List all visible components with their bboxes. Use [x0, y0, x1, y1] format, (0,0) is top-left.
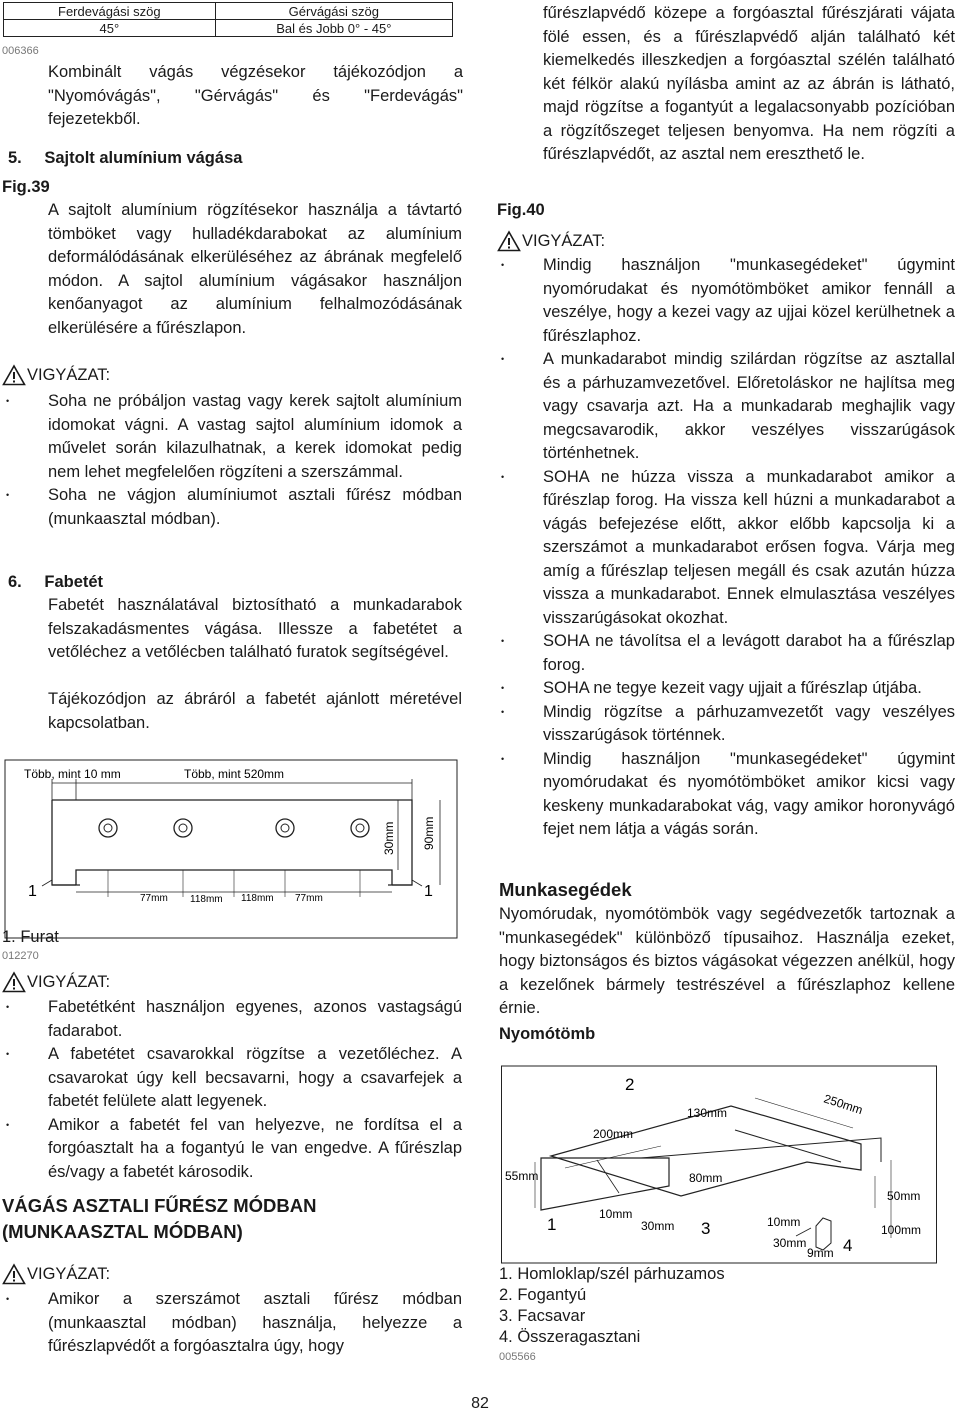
- warning-triangle-icon: [497, 230, 521, 252]
- munkasegedek-heading: Munkasegédek: [499, 879, 632, 900]
- angle-table: [3, 2, 453, 37]
- warning-2-list: [2, 996, 462, 1184]
- label-10mm-b: 10mm: [767, 1215, 801, 1229]
- hole-2: [174, 819, 192, 837]
- label-200mm: 200mm: [593, 1127, 634, 1141]
- list-item: • Mindig használjon "munkasegédeket" úgymint nyomórudakat és nyomótömböket amikor kicsi vagy keskeny munkadarabokat vág, vagy amikor horonyvágó fejet nem látja a vágás során.: [497, 748, 955, 842]
- warning-4-list: [497, 254, 955, 842]
- section6-title: Fabetét: [44, 573, 104, 591]
- list-item: • A munkadarabot mindig szilárdan rögzítse az asztallal és a párhuzamvezetővel. Előretoláskor ne hajlítsa meg vagy csavarja azt. Ha a munkadarab meghajlik vagy megcsavarodik, akkor veszélyes visszarúgások történhetnek.: [497, 348, 955, 466]
- warning-3-list: [2, 1288, 462, 1359]
- code-005566: 005566: [499, 1351, 536, 1363]
- list-item: • Amikor a szerszámot asztali fűrész módban (munkaasztal módban) használja, helyezze a fűrészlapvédőt a forgóasztalra úgy, hogy: [2, 1288, 462, 1359]
- label-callout-1-left: 1: [28, 883, 37, 900]
- list-item: • Mindig rögzítse a párhuzamvezetőt vagy veszélyes visszarúgások történnek.: [497, 701, 955, 748]
- label-100mm: 100mm: [881, 1223, 922, 1237]
- warning-2-label: VIGYÁZAT:: [27, 973, 111, 991]
- list-item: • SOHA ne távolítsa el a levágott darabot ha a fűrészlap forog.: [497, 630, 955, 677]
- push-block-legend: [499, 1264, 725, 1348]
- legend-item: 2. Fogantyú: [499, 1286, 587, 1304]
- label-30mm: 30mm: [382, 821, 396, 855]
- label-80mm: 80mm: [689, 1171, 723, 1185]
- hole-3: [276, 819, 294, 837]
- label-130mm: 130mm: [687, 1106, 728, 1120]
- label-90mm: 90mm: [422, 816, 436, 850]
- label-55mm: 55mm: [505, 1169, 539, 1183]
- warning-2: [2, 970, 110, 994]
- combo-text: Kombinált vágás végzésekor tájékozódjon a "Nyomóvágás", "Gérvágás" és "Ferdevágás" fejezetekből.: [48, 63, 463, 128]
- push-block-diagram: [501, 1058, 937, 1264]
- nyomotomb-heading: Nyomótömb: [499, 1025, 596, 1043]
- label-9mm: 9mm: [807, 1246, 834, 1260]
- label-77mm-right: 77mm: [295, 893, 323, 904]
- section6-text-2: Tájékozódjon az ábráról a fabetét ajánlott méretével kapcsolatban.: [48, 690, 462, 732]
- label-10mm-a: 10mm: [599, 1207, 633, 1221]
- page-number: 82: [471, 1395, 489, 1412]
- label-more-520mm: Több, mint 520mm: [184, 767, 285, 781]
- angle-header-bevel: Ferdevágási szög: [4, 3, 216, 20]
- section6-number: 6.: [8, 573, 22, 591]
- legend-item: 4. Összeragasztani: [499, 1328, 641, 1346]
- label-callout-2: 2: [625, 1075, 635, 1094]
- label-77mm-left: 77mm: [140, 893, 168, 904]
- furat-label: 1. Furat: [2, 928, 59, 946]
- label-callout-4: 4: [843, 1236, 853, 1255]
- list-item: • Mindig használjon "munkasegédeket" úgymint nyomórudakat és nyomótömböket amikor fennáll a veszélye, hogy a kezei vagy az ujjai közel kerülhetnek a fűrészlaphoz.: [497, 254, 955, 348]
- section5-title: Sajtolt alumínium vágása: [44, 149, 243, 167]
- label-118mm-left: 118mm: [190, 894, 223, 905]
- warning-3-label: VIGYÁZAT:: [27, 1265, 111, 1283]
- code-006366: 006366: [2, 45, 39, 57]
- section6-heading: [8, 570, 103, 594]
- warning-4: [497, 229, 605, 253]
- section5-number: 5.: [8, 149, 22, 167]
- angle-header-miter: Gérvágási szög: [215, 3, 452, 20]
- list-item: • Amikor a fabetét fel van helyezve, ne fordítsa el a forgóasztalt ha a fogantyú le van engedve. A fűrészlap és/vagy a fabetét károsodik.: [2, 1114, 462, 1185]
- section5-heading: [8, 146, 242, 170]
- table-saw-mode-title: VÁGÁS ASZTALI FŰRÉSZ MÓDBAN (MUNKAASZTAL MÓDBAN): [2, 1195, 317, 1242]
- list-item: • Fabetétként használjon egyenes, azonos vastagságú fadarabot.: [2, 996, 462, 1043]
- warning-triangle-icon: [2, 1263, 26, 1285]
- label-callout-3: 3: [701, 1219, 711, 1238]
- warning-triangle-icon: [2, 364, 26, 386]
- code-012270: 012270: [2, 950, 39, 962]
- list-item: • SOHA ne húzza vissza a munkadarabot amikor a fűrészlap forog. Ha vissza kell húzni a munkadarabot a vágás befejezése előtt, akkor előbb kapcsolja ki a szerszámot a munkadarabot erősen fogva. Várja meg amíg a fűrészlap teljesen megáll és csak azután húzza vissza a munkadarabot. Ennek elmulasztása veszélyes visszarúgásokat okozhat.: [497, 466, 955, 631]
- legend-item: 1. Homloklap/szél párhuzamos: [499, 1265, 725, 1283]
- list-item: • A fabetétet csavarokkal rögzítse a vezetőléchez. A csavarokat úgy kell becsavarni, hogy a csavarfejek a fabetét felülete alatt legyenek.: [2, 1043, 462, 1114]
- label-50mm: 50mm: [887, 1189, 921, 1203]
- angle-value-miter: Bal és Jobb 0° - 45°: [215, 20, 452, 37]
- list-item: • Soha ne próbáljon vastag vagy kerek sajtolt alumínium idomokat vágni. A vastag sajtol alumínium idomok a művelet során kilazulhatnak, a kerek idomokat pedig nem lehet megfelelően rögzíteni a szerszámmal.: [2, 390, 462, 484]
- fabetet-diagram: [0, 745, 462, 940]
- list-item: • SOHA ne tegye kezeit vagy ujjait a fűrészlap útjába.: [497, 677, 955, 701]
- label-30mm-b: 30mm: [773, 1236, 807, 1250]
- warning-triangle-icon: [2, 971, 26, 993]
- warning-1: [2, 363, 110, 387]
- hole-4: [351, 819, 369, 837]
- hole-1: [99, 819, 117, 837]
- munkasegedek-text: Nyomórudak, nyomótömbök vagy segédvezetők tartoznak a "munkasegédek" különböző típusaihoz. Használja ezeket, hogy biztonságos és biztos vágásokat végezzen anélkül, hogy a kezelőnek bármely testrészével a fűrészlaphoz kellene érnie.: [499, 905, 955, 1017]
- list-item: • Soha ne vágjon alumíniumot asztali fűrész módban (munkaasztal módban).: [2, 484, 462, 531]
- fig39-label: Fig.39: [2, 178, 50, 196]
- continued-text: fűrészlapvédő közepe a forgóasztal fűrészjárati vájata fölé essen, és a fűrészlapvédő alján található két kiemelkedés illeszkedjen a forgóasztal szélén található két félkör alakú nyílásba amint az az ábrán is látható, majd rögzítse a fogantyút a legalacsonyabb pozícióban a rögzítőszeget teljesen benyomva. Ha nem rögzíti a fűrészlapvédőt, az asztal nem ereszthető le.: [543, 4, 955, 163]
- legend-item: 3. Facsavar: [499, 1307, 586, 1325]
- label-118mm-right: 118mm: [241, 893, 274, 904]
- fig40-label: Fig.40: [497, 201, 545, 219]
- warning-4-label: VIGYÁZAT:: [522, 232, 606, 250]
- warning-3: [2, 1262, 110, 1286]
- warning-1-list: [2, 390, 462, 531]
- angle-value-bevel: 45°: [4, 20, 216, 37]
- section6-text-1: Fabetét használatával biztosítható a munkadarabok felszakadásmentes vágása. Illessze a fabetétet a vetőléchez a vetőlécben található furatok segítségével.: [48, 596, 462, 661]
- label-callout-1: 1: [547, 1215, 557, 1234]
- warning-1-label: VIGYÁZAT:: [27, 366, 111, 384]
- label-more-10mm: Több, mint 10 mm: [24, 767, 121, 781]
- label-250mm: 250mm: [822, 1091, 865, 1118]
- label-30mm-a: 30mm: [641, 1219, 675, 1233]
- label-callout-1-right: 1: [424, 883, 433, 900]
- section5-text: A sajtolt alumínium rögzítésekor használja a távtartó tömböket vagy hulladékdarabokat az alumínium deformálódásának elkerüléséhez az ábrának megfelelő módon. A sajtol alumínium vágásakor használjon kenőanyagot az alumínium felhalmozódásának elkerülésére a fűrészlapon.: [48, 201, 462, 337]
